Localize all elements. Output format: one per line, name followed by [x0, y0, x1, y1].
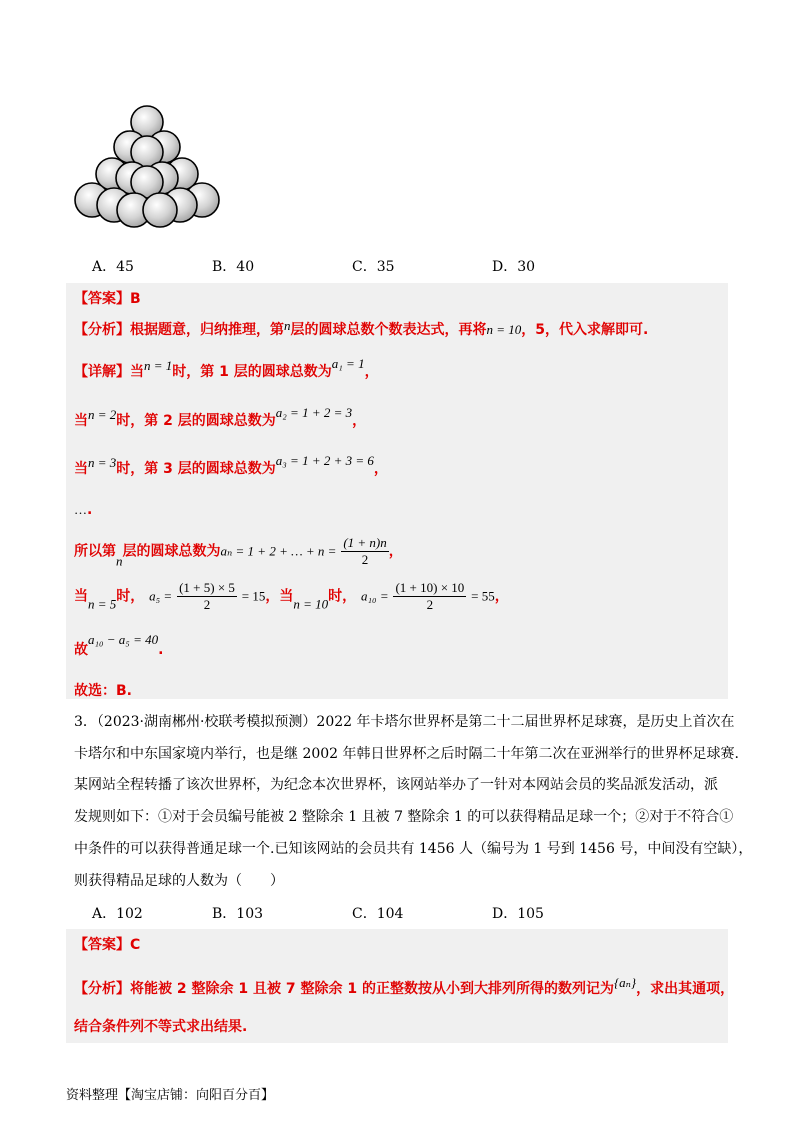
a10-fraction: $\frac{(1 + 10) \times 10}{2}$	[395, 580, 465, 612]
footer-source: 资料整理【淘宝店铺：向阳百分百】	[66, 1088, 275, 1103]
detail-difference: 故a₁₀ − a₅ = 40.	[74, 632, 164, 658]
detail-ellipsis: ….	[74, 502, 93, 518]
analysis-q2: 【分析】根据题意，归纳推理，第n层的圆球总数个数表达式，再将n = 10，5，代入求解即可.	[74, 318, 649, 338]
detail-general-term: 所以第n层的圆球总数为aₙ = 1 + 2 + … + n = $\frac{(1 + n)n}{2}$ ，	[74, 535, 403, 569]
detail-a5-a10: 当n = 5时， a₅ = $\frac{(1 + 5) \times 5}{2}$ = 15，当n = 10时， a₁₀ = $\frac{(1 + 10) \times 10}{2}$ = 55，	[74, 580, 509, 612]
choose-answer-q2: 故选：B.	[74, 683, 132, 699]
ball-pyramid-image	[72, 102, 222, 232]
general-fraction: $\frac{(1 + n)n}{2}$	[343, 535, 387, 567]
question3-line-4: 发规则如下：①对于会员编号能被 2 整除余 1 且被 7 整除余 1 的可以获得精品足球一个；②对于不符合①	[74, 809, 734, 825]
answer-block-q2	[66, 283, 728, 699]
q3-option-d: D．105	[492, 906, 544, 922]
option-d: D．30	[492, 259, 536, 275]
answer-label-q2: 【答案】B	[74, 291, 141, 307]
option-c: C．35	[352, 259, 395, 275]
q3-option-c: C．104	[352, 906, 404, 922]
detail-line-2: 当n = 2时，第 2 层的圆球总数为a₂ = 1 + 2 = 3，	[74, 405, 367, 429]
question3-line-6: 则获得精品足球的人数为（ ）	[74, 873, 284, 889]
detail-line-3: 当n = 3时，第 3 层的圆球总数为a₃ = 1 + 2 + 3 = 6，	[74, 453, 388, 477]
q3-option-b: B．103	[212, 906, 264, 922]
question3-line-1: 3．（2023·湖南郴州·校联考模拟预测）2022 年卡塔尔世界杯是第二十二届世界杯足球赛，是历史上首次在	[74, 714, 735, 730]
detail-line-1: 【详解】当n = 1时，第 1 层的圆球总数为a₁ = 1，	[74, 356, 379, 380]
analysis-q3: 【分析】将能被 2 整除余 1 且被 7 整除余 1 的正整数按从小到大排列所得的数列记为{aₙ}，求出其通项，	[74, 975, 735, 997]
question3-line-2: 卡塔尔和中东国家境内举行，也是继 2002 年韩日世界杯之后时隔二十年第二次在亚洲举行的世界杯足球赛.	[74, 746, 739, 762]
option-b: B．40	[212, 259, 255, 275]
a5-fraction: $\frac{(1 + 5) \times 5}{2}$	[179, 580, 235, 612]
answer-label-q3: 【答案】C	[74, 937, 141, 953]
q3-option-a: A．102	[92, 906, 143, 922]
question3-line-5: 中条件的可以获得普通足球一个.已知该网站的会员共有 1456 人（编号为 1 号到 1456 号，中间没有空缺），	[74, 841, 753, 857]
question3-line-3: 某网站全程转播了该次世界杯，为纪念本次世界杯，该网站举办了一针对本网站会员的奖品派发活动，派	[74, 777, 718, 793]
analysis-q3-line-2: 结合条件列不等式求出结果.	[74, 1019, 248, 1035]
option-a: A．45	[92, 259, 134, 275]
